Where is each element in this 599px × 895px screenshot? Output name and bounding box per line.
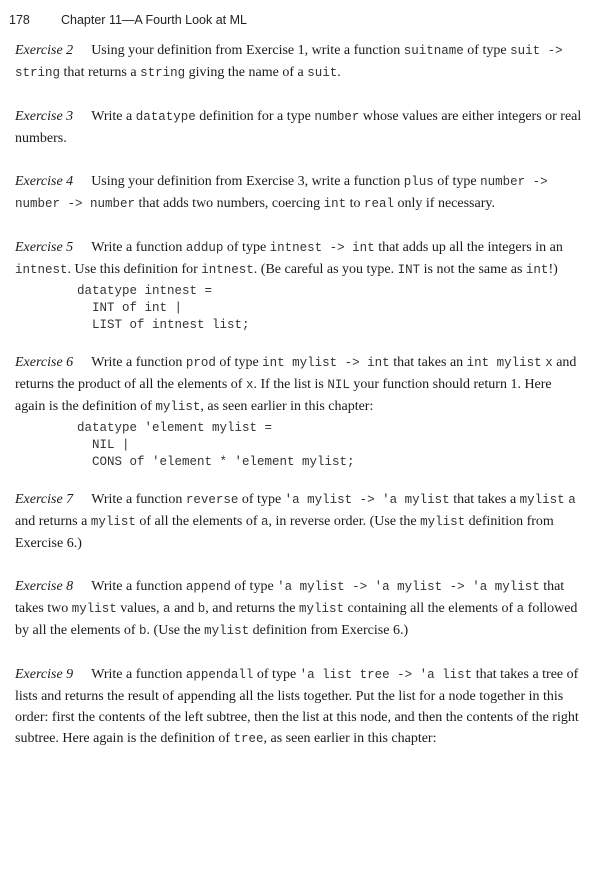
text: followed by all the elements of: [15, 601, 578, 638]
code-inline: int: [323, 197, 347, 211]
text: Using your definition from Exercise 3, write a function: [91, 174, 404, 189]
text: Write a function: [91, 579, 186, 594]
text: only if necessary.: [394, 196, 495, 211]
exercise-text: [15, 352, 585, 418]
text: that takes two: [15, 579, 565, 616]
code-inline: appendall: [185, 668, 254, 682]
exercise-label: Exercise 9: [15, 667, 74, 682]
text: of type: [223, 240, 270, 255]
text: . (Be careful as you type.: [253, 262, 398, 277]
text: , as seen earlier in this chapter:: [263, 731, 437, 746]
code-inline: 'a list tree -> 'a list: [299, 668, 473, 682]
code-inline: int mylist: [466, 356, 542, 370]
text: . If the list is: [253, 377, 328, 392]
code-inline: x: [245, 378, 254, 392]
code-inline: number -> number -> number: [15, 175, 548, 211]
exercise-text: [15, 237, 585, 281]
exercise-9: [15, 664, 585, 750]
code-inline: mylist: [519, 493, 565, 507]
code-inline: append: [185, 580, 231, 594]
code-inline: int: [525, 263, 549, 277]
text: Using your definition from Exercise 1, write a function: [91, 43, 404, 58]
code-block-intnest: datatype intnest = INT of int | LIST of intnest list;: [77, 284, 250, 332]
page-number: 178: [9, 13, 30, 27]
code-inline: mylist: [204, 624, 250, 638]
exercise-text: [15, 489, 585, 554]
exercise-label: Exercise 4: [15, 174, 74, 189]
exercise-text: [15, 40, 585, 84]
text: that takes a tree of lists and returns the result of appending all the lists together. Put the list for a node together in this order: first the contents of the left subtree, then the list at this node, and then the contents of the right subtree. Here again is the definition of: [15, 667, 579, 746]
exercise-text: [15, 106, 585, 149]
text: of type: [433, 174, 481, 189]
text: Write a function: [91, 355, 186, 370]
text: your function should return 1. Here again is the definition of: [15, 377, 552, 414]
code-inline: a: [261, 515, 269, 529]
text: . Use this definition for: [67, 262, 202, 277]
text: that takes an: [389, 355, 467, 370]
code-inline: addup: [185, 241, 224, 255]
text: Write a function: [91, 667, 186, 682]
code-inline: intnest: [15, 263, 68, 277]
code-inline: intnest -> int: [269, 241, 375, 255]
text: !): [548, 262, 558, 277]
code-inline: real: [364, 197, 395, 211]
exercise-label: Exercise 8: [15, 579, 74, 594]
code-inline: 'a mylist -> 'a mylist -> 'a mylist: [277, 580, 540, 594]
code-inline: plus: [403, 175, 434, 189]
exercise-text: [15, 576, 585, 642]
text: , in reverse order. (Use the: [268, 514, 421, 529]
text: values,: [116, 601, 164, 616]
code-block-mylist: datatype 'element mylist = NIL | CONS of 'element * 'element mylist;: [77, 421, 355, 469]
exercise-7: [15, 489, 585, 554]
text: that adds up all the integers in an: [374, 240, 563, 255]
code-inline: prod: [185, 356, 216, 370]
code-inline: INT: [397, 263, 421, 277]
code-inline: a: [516, 602, 525, 616]
code-inline: int mylist -> int: [262, 356, 390, 370]
text: to: [346, 196, 364, 211]
code-inline: 'a mylist -> 'a mylist: [284, 493, 450, 507]
text: , and returns the: [205, 601, 299, 616]
exercise-8: [15, 576, 585, 642]
exercise-5: [15, 237, 585, 334]
code-inline: mylist: [71, 602, 117, 616]
text: that adds two numbers, coercing: [135, 196, 324, 211]
exercise-3: [15, 106, 585, 149]
text: and returns a: [15, 514, 91, 529]
code-inline: mylist: [420, 515, 466, 529]
code-inline: NIL: [327, 378, 350, 392]
text: . (Use the: [146, 623, 205, 638]
exercise-label: Exercise 7: [15, 492, 74, 507]
text: of type: [230, 579, 278, 594]
text: of type: [215, 355, 263, 370]
code-inline: mylist: [299, 602, 345, 616]
code-inline: a: [163, 602, 171, 616]
code-inline: tree: [233, 732, 264, 746]
text: Write a function: [91, 240, 186, 255]
page-body: [15, 40, 585, 772]
exercise-label: Exercise 3: [15, 109, 74, 124]
text: , as seen earlier in this chapter:: [200, 399, 374, 414]
text: Write a: [91, 109, 136, 124]
exercise-label: Exercise 5: [15, 240, 74, 255]
text: that returns a: [60, 65, 141, 80]
exercise-4: [15, 171, 585, 215]
code-inline: reverse: [185, 493, 239, 507]
code-inline: a: [568, 493, 576, 507]
text: definition for a type: [195, 109, 315, 124]
exercise-2: [15, 40, 585, 84]
page-header: [9, 13, 247, 27]
code-inline: string: [140, 66, 186, 80]
code-inline: intnest: [201, 263, 254, 277]
text: containing all the elements of: [344, 601, 517, 616]
code-inline: b: [197, 602, 206, 616]
code-inline: mylist: [155, 400, 201, 414]
text: and returns the product of all the elements of: [15, 355, 577, 392]
text: of type: [463, 43, 511, 58]
exercise-text: [15, 664, 585, 750]
code-inline: suitname: [403, 44, 464, 58]
code-inline: number: [314, 110, 360, 124]
exercise-6: [15, 352, 585, 471]
text: of type: [253, 667, 300, 682]
text: Write a function: [91, 492, 186, 507]
text: whose values are either integers or real numbers.: [15, 109, 582, 146]
text: giving the name of a: [185, 65, 308, 80]
text: of all the elements of: [135, 514, 262, 529]
chapter-title: Chapter 11—A Fourth Look at ML: [61, 13, 247, 27]
text: definition from Exercise 6.): [249, 623, 409, 638]
text: is not the same as: [420, 262, 526, 277]
exercise-label: Exercise 6: [15, 355, 74, 370]
code-inline: suit -> string: [15, 44, 563, 80]
code-inline: mylist: [90, 515, 136, 529]
exercise-label: Exercise 2: [15, 43, 74, 58]
text: and: [170, 601, 198, 616]
code-inline: b: [139, 624, 147, 638]
code-inline: suit: [307, 66, 338, 80]
text: of type: [238, 492, 285, 507]
code-inline: x: [545, 356, 553, 370]
code-inline: datatype: [135, 110, 196, 124]
text: definition from Exercise 6.): [15, 514, 554, 551]
text: .: [337, 65, 341, 80]
text: that takes a: [449, 492, 520, 507]
exercise-text: [15, 171, 585, 215]
